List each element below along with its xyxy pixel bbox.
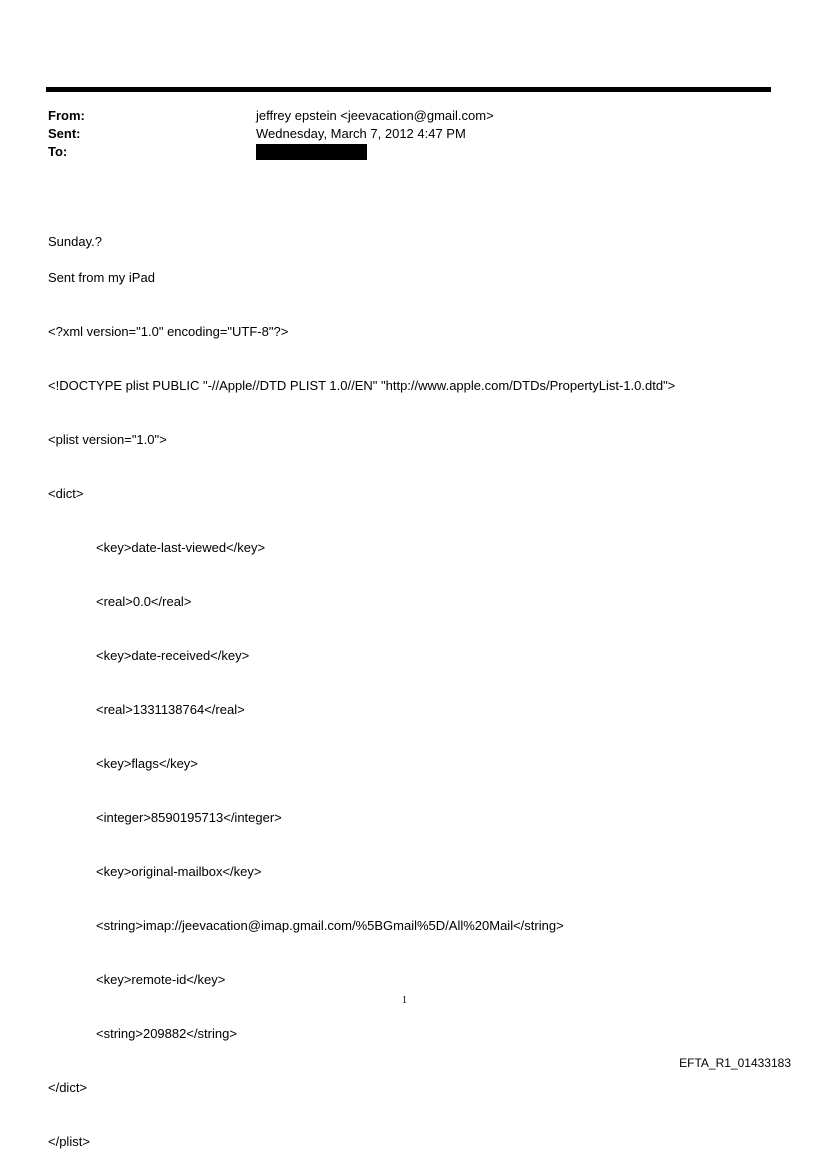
dict-open-line: <dict>	[48, 486, 84, 501]
sent-value: Wednesday, March 7, 2012 4:47 PM	[256, 126, 466, 141]
dict-close-line: </dict>	[48, 1080, 88, 1095]
from-label: From:	[48, 108, 85, 123]
sent-label: Sent:	[48, 126, 81, 141]
dict-entry-line: <key>remote-id</key>	[96, 972, 226, 987]
from-value: jeffrey epstein <jeevacation@gmail.com>	[256, 108, 494, 123]
doctype-line: <!DOCTYPE plist PUBLIC "-//Apple//DTD PLIST 1.0//EN" "http://www.apple.com/DTDs/PropertyList-1.0.dtd">	[48, 378, 676, 393]
to-label: To:	[48, 144, 68, 159]
dict-entry-line: <key>flags</key>	[96, 756, 198, 771]
dict-entry-line: <key>date-last-viewed</key>	[96, 540, 266, 555]
header-rule	[46, 87, 771, 92]
dict-entry-line: <string>imap://jeevacation@imap.gmail.com/%5BGmail%5D/All%20Mail</string>	[96, 918, 564, 933]
message-text: Sunday.?	[48, 234, 102, 249]
dict-entry-line: <key>original-mailbox</key>	[96, 864, 262, 879]
plist-open-line: <plist version="1.0">	[48, 432, 167, 447]
dict-entry-line: <real>0.0</real>	[96, 594, 192, 609]
page-number: 1	[402, 995, 407, 1006]
bates-number: EFTA_R1_01433183	[679, 1056, 791, 1070]
dict-entry-line: <string>209882</string>	[96, 1026, 237, 1041]
plist-block	[48, 233, 675, 1169]
xml-declaration-line: <?xml version="1.0" encoding="UTF-8"?>	[48, 324, 289, 339]
dict-entry-line: <key>date-received</key>	[96, 648, 250, 663]
dict-entry-line: <real>1331138764</real>	[96, 702, 245, 717]
redaction-block	[256, 144, 367, 160]
plist-close-line: </plist>	[48, 1134, 90, 1149]
signature-line: Sent from my iPad	[48, 270, 155, 285]
dict-entry-line: <integer>8590195713</integer>	[96, 810, 282, 825]
